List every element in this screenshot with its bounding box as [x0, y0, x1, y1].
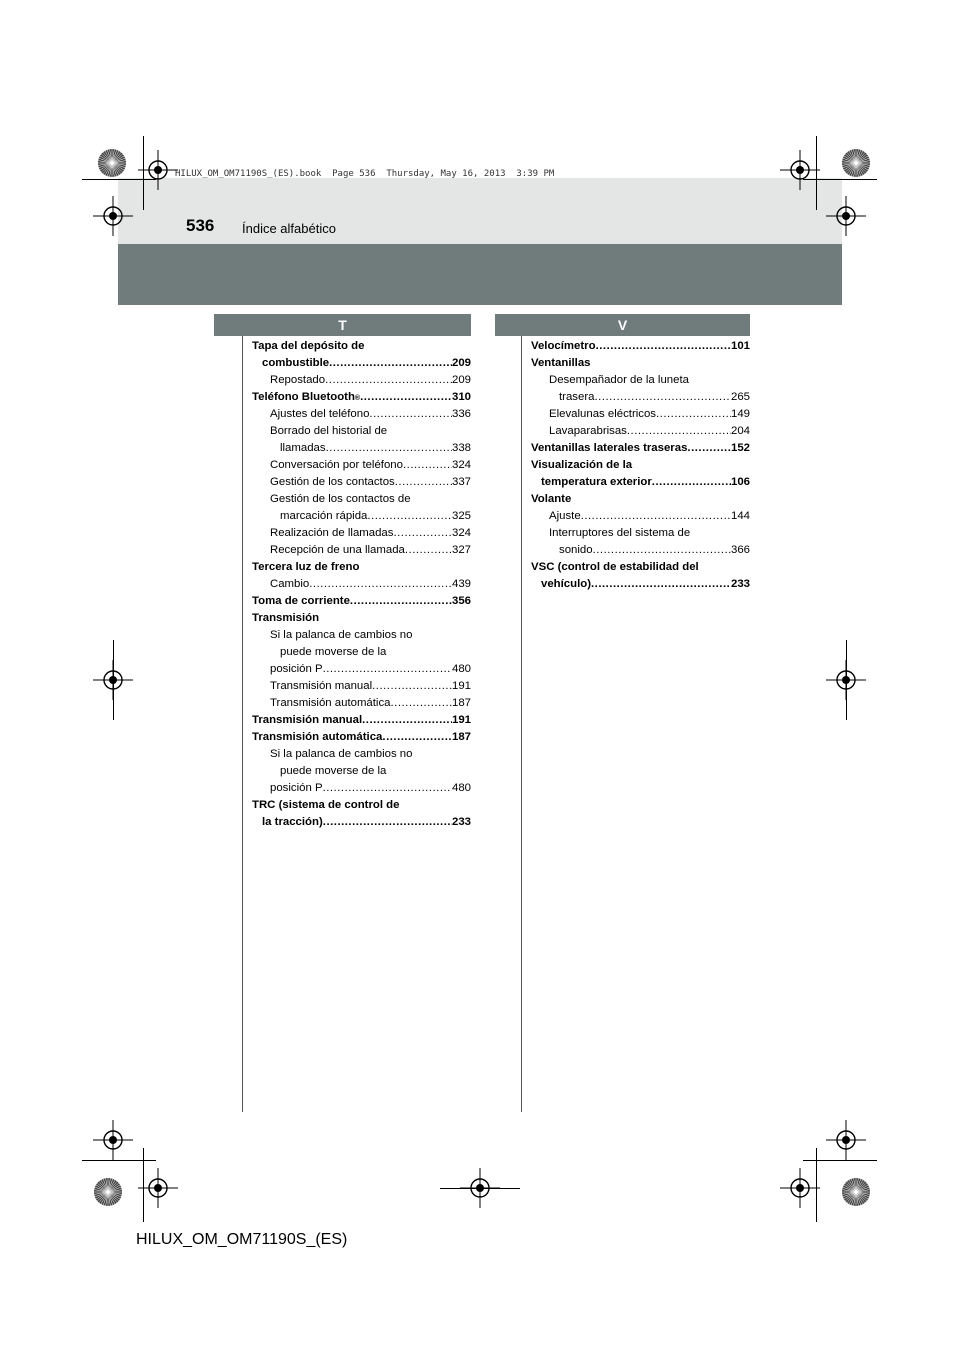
index-entry-page: 152: [730, 442, 750, 454]
index-entry-text: VSC (control de estabilidad del: [531, 561, 699, 573]
leader-dots: [325, 372, 452, 389]
leader-dots: [323, 814, 452, 831]
header-band-dark: [118, 244, 842, 305]
column-divider-left: [242, 336, 243, 1112]
registration-target-icon: [780, 1168, 820, 1208]
leader-dots: [596, 338, 731, 355]
leader-dots: [326, 440, 452, 457]
leader-dots: [350, 593, 452, 610]
index-entry-page: 187: [451, 731, 471, 743]
index-entry-text: Velocímetro: [531, 340, 596, 352]
index-entry: [252, 542, 471, 559]
index-entry: [252, 457, 471, 474]
index-entry-text: Transmisión automática: [252, 731, 383, 743]
leader-dots: [594, 389, 731, 406]
index-entry: [252, 780, 471, 797]
index-entry-page: 101: [730, 340, 750, 352]
registration-target-icon: [138, 150, 178, 190]
registration-target-icon: [460, 1168, 500, 1208]
index-entry-page: 149: [730, 408, 750, 420]
index-entry-text: Gestión de los contactos: [270, 476, 395, 488]
trim-line: [82, 1160, 156, 1161]
leader-dots: [627, 423, 731, 440]
leader-dots: [687, 440, 731, 457]
index-entry: [252, 355, 471, 372]
index-entry-text: la tracción): [262, 816, 323, 828]
index-entry: [252, 440, 471, 457]
index-entry: [252, 372, 471, 389]
index-entry: [252, 406, 471, 423]
leader-dots: [360, 389, 452, 406]
index-entry-text: Cambio: [270, 578, 310, 590]
column-divider-right: [521, 336, 522, 1112]
footer-book-code: HILUX_OM_OM71190S_(ES): [136, 1231, 348, 1248]
index-entry-page: 480: [451, 782, 471, 794]
index-entry-text: Realización de llamadas: [270, 527, 394, 539]
registration-target-icon: [826, 660, 866, 700]
index-entry: [252, 525, 471, 542]
registration-target-icon: [93, 660, 133, 700]
leader-dots: [656, 406, 731, 423]
index-entry-page: 356: [451, 595, 471, 607]
index-entry-page: 209: [451, 357, 471, 369]
index-entry-page: 191: [451, 714, 471, 726]
registration-starburst-icon: [841, 1177, 871, 1207]
index-entry-text: Interruptores del sistema de: [549, 527, 691, 539]
index-entry: [531, 508, 750, 525]
index-entry-text: Ventanillas: [531, 357, 591, 369]
leader-dots: [369, 406, 452, 423]
index-entry: [531, 338, 750, 355]
index-entry: [252, 423, 471, 440]
index-entry-text: vehículo): [541, 578, 592, 590]
leader-dots: [405, 542, 452, 559]
index-entry-text: Si la palanca de cambios no: [270, 748, 413, 760]
registration-target-icon: [93, 196, 133, 236]
index-entry-page: 325: [451, 510, 471, 522]
index-entry-page: 204: [730, 425, 750, 437]
index-entry-text: puede moverse de la: [280, 646, 387, 658]
leader-dots: [591, 576, 731, 593]
leader-dots: [367, 508, 452, 525]
index-entry: [252, 576, 471, 593]
index-entry-page: 337: [451, 476, 471, 488]
index-entry: [252, 559, 471, 576]
index-entry-page: 233: [730, 578, 750, 590]
index-entry-text: posición P: [270, 663, 323, 675]
index-entry-page: 327: [451, 544, 471, 556]
index-entry-text: Borrado del historial de: [270, 425, 388, 437]
index-entry-page: 209: [451, 374, 471, 386]
index-entry-text: Elevalunas eléctricos: [549, 408, 656, 420]
index-entry-text: Si la palanca de cambios no: [270, 629, 413, 641]
index-entry-text: Volante: [531, 493, 572, 505]
registration-target-icon: [826, 196, 866, 236]
index-entry-page: 187: [451, 697, 471, 709]
index-entry-text: llamadas: [280, 442, 326, 454]
index-entry-text: Ajustes del teléfono: [270, 408, 370, 420]
index-entry: [252, 338, 471, 355]
index-entry: [531, 525, 750, 542]
index-entry-text: Toma de corriente: [252, 595, 350, 607]
header-band-light: [118, 178, 842, 244]
index-entry-text: Recepción de una llamada: [270, 544, 405, 556]
leader-dots: [323, 780, 452, 797]
index-entry-page: 439: [451, 578, 471, 590]
index-entry-page: 338: [451, 442, 471, 454]
index-entry-page: 336: [451, 408, 471, 420]
index-entry: [531, 576, 750, 593]
leader-dots: [323, 661, 452, 678]
index-entry: [531, 457, 750, 474]
leader-dots: [309, 576, 452, 593]
leader-dots: [329, 355, 452, 372]
registration-target-icon: [93, 1120, 133, 1160]
index-entry: [252, 712, 471, 729]
index-entry-page: 324: [451, 459, 471, 471]
trim-line: [803, 1160, 877, 1161]
print-info-line: HILUX_OM_OM71190S_(ES).book Page 536 Thursday, May 16, 2013 3:39 PM: [175, 169, 555, 179]
index-entry-text: combustible: [262, 357, 330, 369]
registration-target-icon: [138, 1168, 178, 1208]
index-entry: [252, 593, 471, 610]
index-entry-text: Repostado: [270, 374, 326, 386]
index-entry-text: Conversación por teléfono: [270, 459, 403, 471]
index-entry-text: TRC (sistema de control de: [252, 799, 400, 811]
index-entry: [252, 627, 471, 644]
index-entry: [252, 610, 471, 627]
index-entry: [531, 474, 750, 491]
index-entry: [252, 661, 471, 678]
registration-target-icon: [826, 1120, 866, 1160]
registration-starburst-icon: [97, 148, 127, 178]
leader-dots: [403, 457, 452, 474]
index-entry-page: 366: [730, 544, 750, 556]
index-entry-text: Lavaparabrisas: [549, 425, 627, 437]
registration-target-icon: [780, 150, 820, 190]
index-entry-page: 233: [451, 816, 471, 828]
index-entry: [252, 814, 471, 831]
index-entry-text: Transmisión manual: [252, 714, 363, 726]
index-entry: [531, 389, 750, 406]
index-entry: [531, 355, 750, 372]
index-entry-page: 144: [730, 510, 750, 522]
index-entry: [531, 423, 750, 440]
index-entry-text: Ventanillas laterales traseras: [531, 442, 688, 454]
registration-starburst-icon: [93, 1177, 123, 1207]
index-entry-text: Desempañador de la luneta: [549, 374, 689, 386]
index-entry-page: 480: [451, 663, 471, 675]
index-entry-page: 324: [451, 527, 471, 539]
index-entry: [252, 797, 471, 814]
index-entry-text: Teléfono Bluetooth: [252, 391, 355, 403]
index-entry-text: Transmisión: [252, 612, 320, 624]
index-entry-text: Transmisión automática: [270, 697, 391, 709]
index-entry: [252, 746, 471, 763]
page-number: 536: [186, 216, 215, 235]
leader-dots: [593, 542, 731, 559]
index-entry-text: temperatura exterior: [541, 476, 652, 488]
index-entry: [531, 372, 750, 389]
index-entry-text: Visualización de la: [531, 459, 633, 471]
index-entry-page: 310: [451, 391, 471, 403]
leader-dots: [372, 678, 452, 695]
index-entry-text: Tapa del depósito de: [252, 340, 365, 352]
leader-dots: [382, 729, 452, 746]
index-entry-page: 191: [451, 680, 471, 692]
registration-starburst-icon: [841, 148, 871, 178]
index-entry-text: marcación rápida: [280, 510, 368, 522]
index-entry: [252, 491, 471, 508]
index-entry-text: sonido: [559, 544, 593, 556]
index-entry-page: 265: [730, 391, 750, 403]
index-entry-page: 106: [730, 476, 750, 488]
index-entry: [531, 542, 750, 559]
index-entry: [531, 559, 750, 576]
index-entry: [252, 678, 471, 695]
index-entry: [252, 763, 471, 780]
page-title: Índice alfabético: [242, 221, 336, 236]
index-entry: [531, 406, 750, 423]
index-entry: [252, 729, 471, 746]
index-entry-text: Ajuste: [549, 510, 581, 522]
index-entry: [531, 440, 750, 457]
index-entry-text: Transmisión manual: [270, 680, 373, 692]
index-entry-text: Gestión de los contactos de: [270, 493, 411, 505]
index-entry-text: trasera: [559, 391, 595, 403]
index-entry: [252, 695, 471, 712]
leader-dots: [652, 474, 731, 491]
index-entry-text: Tercera luz de freno: [252, 561, 360, 573]
index-entry-text: puede moverse de la: [280, 765, 387, 777]
index-entry: [252, 474, 471, 491]
index-entry: [252, 508, 471, 525]
column-header-v: V: [495, 314, 750, 336]
index-entry: [531, 491, 750, 508]
leader-dots: [581, 508, 731, 525]
leader-dots: [362, 712, 452, 729]
index-column-v: [531, 338, 750, 593]
leader-dots: [393, 525, 452, 542]
index-entry: Teléfono Bluetooth ® ..... 310: [252, 389, 471, 406]
index-entry: [252, 644, 471, 661]
index-column-t: [252, 338, 471, 831]
column-header-t: T: [214, 314, 471, 336]
leader-dots: [395, 474, 452, 491]
index-entry-text: posición P: [270, 782, 323, 794]
leader-dots: [391, 695, 452, 712]
